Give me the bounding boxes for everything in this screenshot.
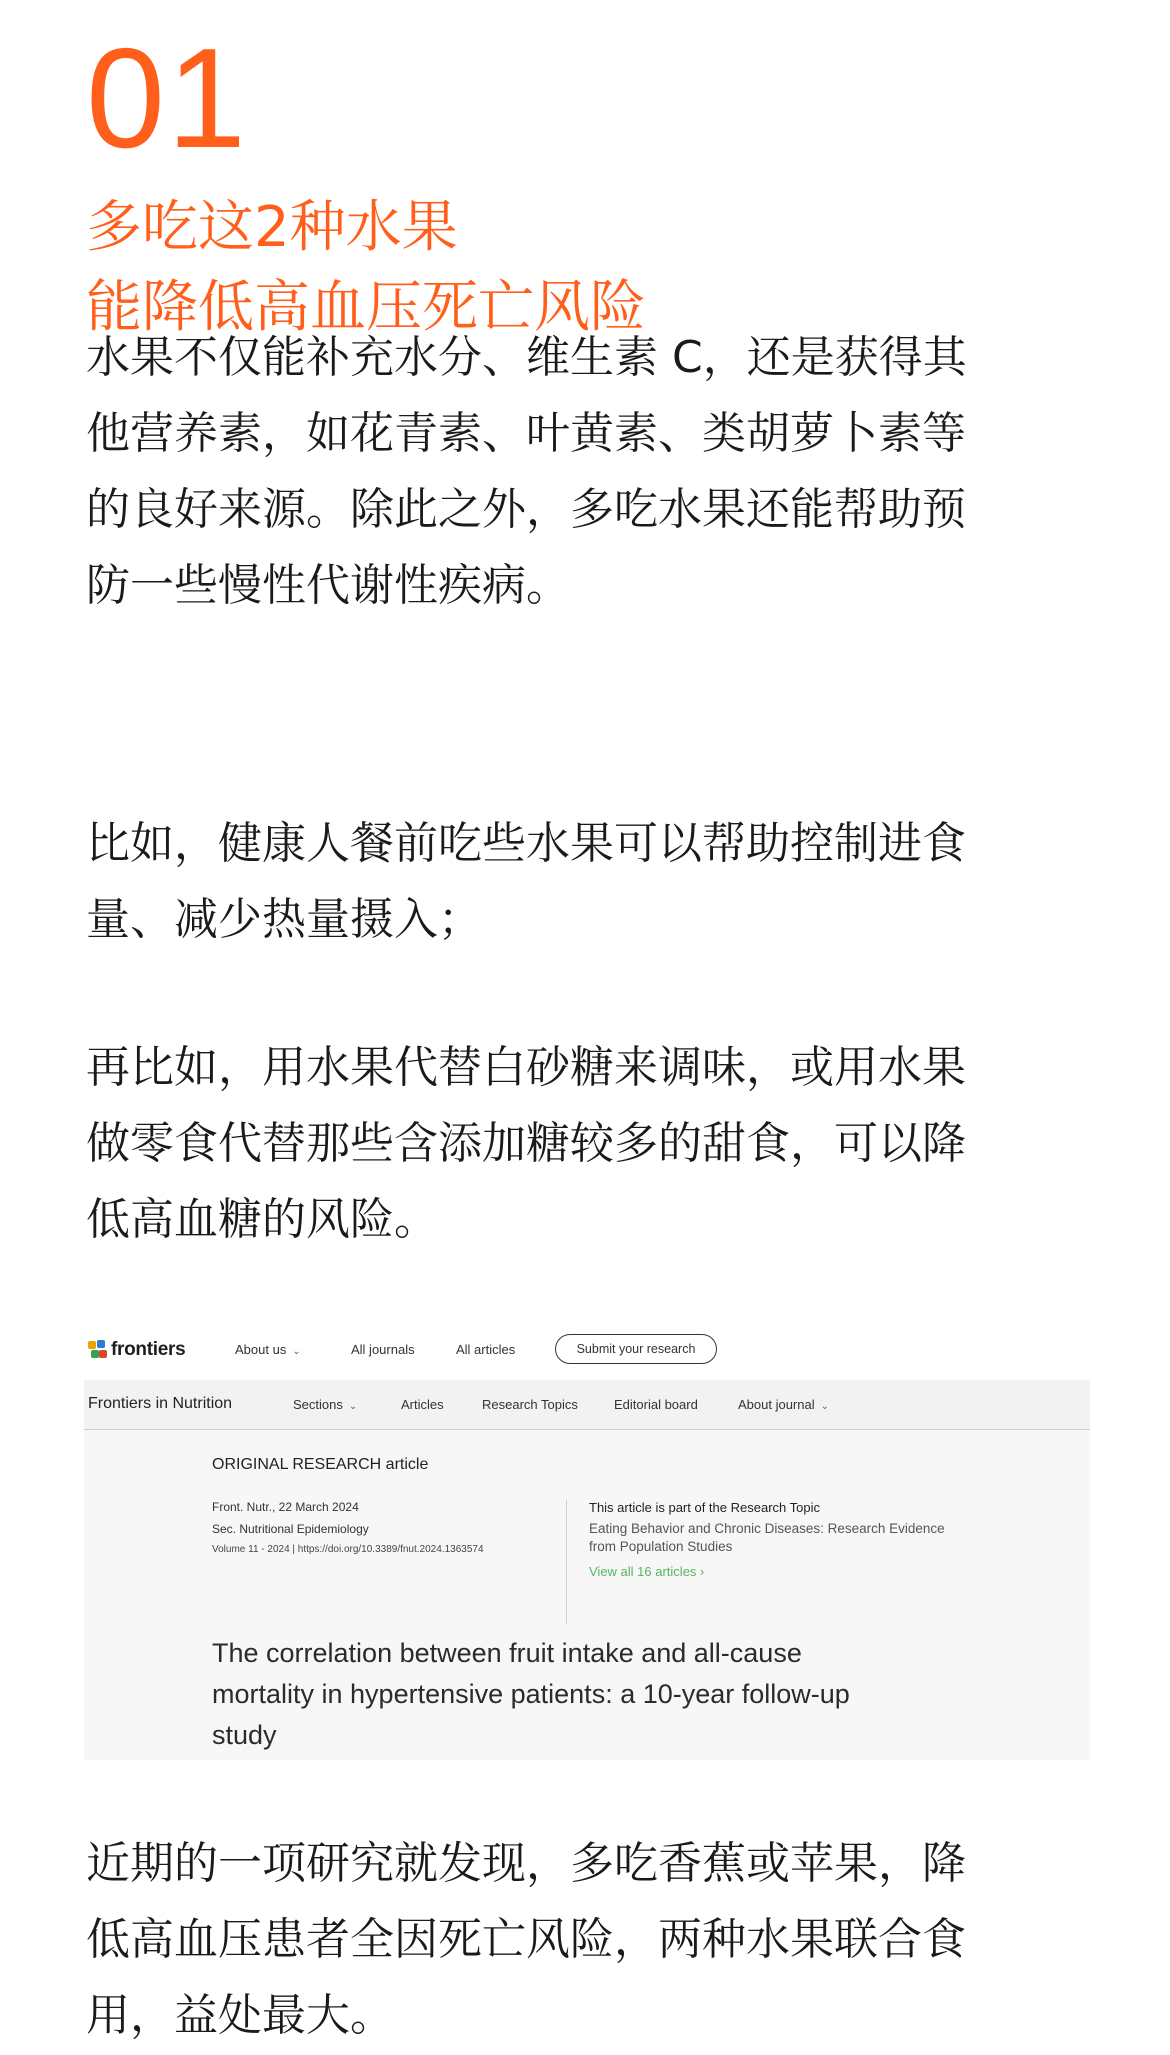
- chevron-right-icon: ›: [700, 1564, 705, 1579]
- article-title: [212, 1633, 1032, 1756]
- article-title-line: mortality in hypertensive patients: a 10-year follow-up: [212, 1679, 850, 1709]
- article-header: [84, 1430, 1090, 1760]
- frontiers-logo-icon: [88, 1340, 106, 1360]
- paragraph-line: 再比如，用水果代替白砂糖来调味，或用水果: [86, 1042, 966, 1093]
- article-title-line: study: [212, 1720, 277, 1750]
- divider: [566, 1500, 567, 1624]
- chevron-down-icon: ⌄: [292, 1346, 301, 1357]
- journal-name[interactable]: Frontiers in Nutrition: [88, 1395, 233, 1412]
- frontiers-logo[interactable]: [88, 1338, 185, 1362]
- frontiers-top-nav: [84, 1324, 1090, 1380]
- article-type: ORIGINAL RESEARCH article: [212, 1456, 429, 1473]
- view-all-articles-link[interactable]: [589, 1564, 704, 1579]
- nav-all-journals[interactable]: All journals: [351, 1342, 415, 1357]
- nav-about-us-label: About us: [235, 1342, 287, 1357]
- journal-nav-about-journal[interactable]: [738, 1397, 829, 1412]
- journal-nav-sections-label: Sections: [293, 1397, 343, 1412]
- article-doi[interactable]: Volume 11 - 2024 | https://doi.org/10.3389/fnut.2024.1363574: [212, 1544, 484, 1555]
- paragraph-line: 低高血糖的风险。: [86, 1194, 438, 1245]
- journal-nav-bar: [84, 1380, 1090, 1430]
- section-number: 01: [86, 19, 248, 178]
- research-topic-title[interactable]: [589, 1520, 1009, 1556]
- article-screenshot: [84, 1324, 1090, 1760]
- journal-nav-articles[interactable]: Articles: [401, 1397, 444, 1412]
- research-topic-title-line: Eating Behavior and Chronic Diseases: Research Evidence: [589, 1521, 945, 1536]
- research-topic-title-line: from Population Studies: [589, 1539, 733, 1554]
- body-paragraph-example-2: [86, 1030, 1086, 1258]
- headline-line: 多吃这2种水果: [86, 195, 458, 260]
- article-citation: Front. Nutr., 22 March 2024: [212, 1500, 359, 1514]
- paragraph-line: 水果不仅能补充水分、维生素 C，还是获得其: [86, 332, 967, 383]
- body-paragraph-example-1: [86, 806, 1086, 958]
- journal-nav-about-journal-label: About journal: [738, 1397, 815, 1412]
- body-paragraph-nutrients: [86, 320, 1086, 624]
- submit-research-button[interactable]: Submit your research: [555, 1334, 717, 1364]
- journal-nav-editorial-board[interactable]: Editorial board: [614, 1397, 698, 1412]
- journal-nav-sections[interactable]: [293, 1397, 357, 1412]
- paragraph-line: 的良好来源。除此之外，多吃水果还能帮助预: [86, 484, 966, 535]
- logo-text: frontiers: [111, 1339, 186, 1360]
- view-all-articles-label: View all 16 articles: [589, 1564, 697, 1579]
- paragraph-line: 低高血压患者全因死亡风险，两种水果联合食: [86, 1914, 966, 1965]
- headline-line: 能降低高血压死亡风险: [86, 275, 646, 340]
- journal-nav-research-topics[interactable]: Research Topics: [482, 1397, 578, 1412]
- chevron-down-icon: ⌄: [348, 1401, 358, 1412]
- paragraph-line: 做零食代替那些含添加糖较多的甜食，可以降: [86, 1118, 966, 1169]
- article-title-line: The correlation between fruit intake and all-cause: [212, 1638, 802, 1668]
- nav-all-articles[interactable]: All articles: [456, 1342, 516, 1357]
- paragraph-line: 用，益处最大。: [86, 1990, 394, 2041]
- research-topic-heading: This article is part of the Research Topic: [589, 1500, 820, 1515]
- paragraph-line: 他营养素，如花青素、叶黄素、类胡萝卜素等: [86, 408, 966, 459]
- paragraph-line: 防一些慢性代谢性疾病。: [86, 560, 570, 611]
- paragraph-line: 比如，健康人餐前吃些水果可以帮助控制进食: [86, 818, 966, 869]
- body-paragraph-study-finding: [86, 1826, 1086, 2054]
- article-section[interactable]: Sec. Nutritional Epidemiology: [212, 1522, 369, 1536]
- paragraph-line: 量、减少热量摄入；: [86, 894, 482, 945]
- nav-about-us[interactable]: [235, 1342, 301, 1357]
- paragraph-line: 近期的一项研究就发现，多吃香蕉或苹果，降: [86, 1838, 966, 1889]
- chevron-down-icon: ⌄: [820, 1401, 830, 1412]
